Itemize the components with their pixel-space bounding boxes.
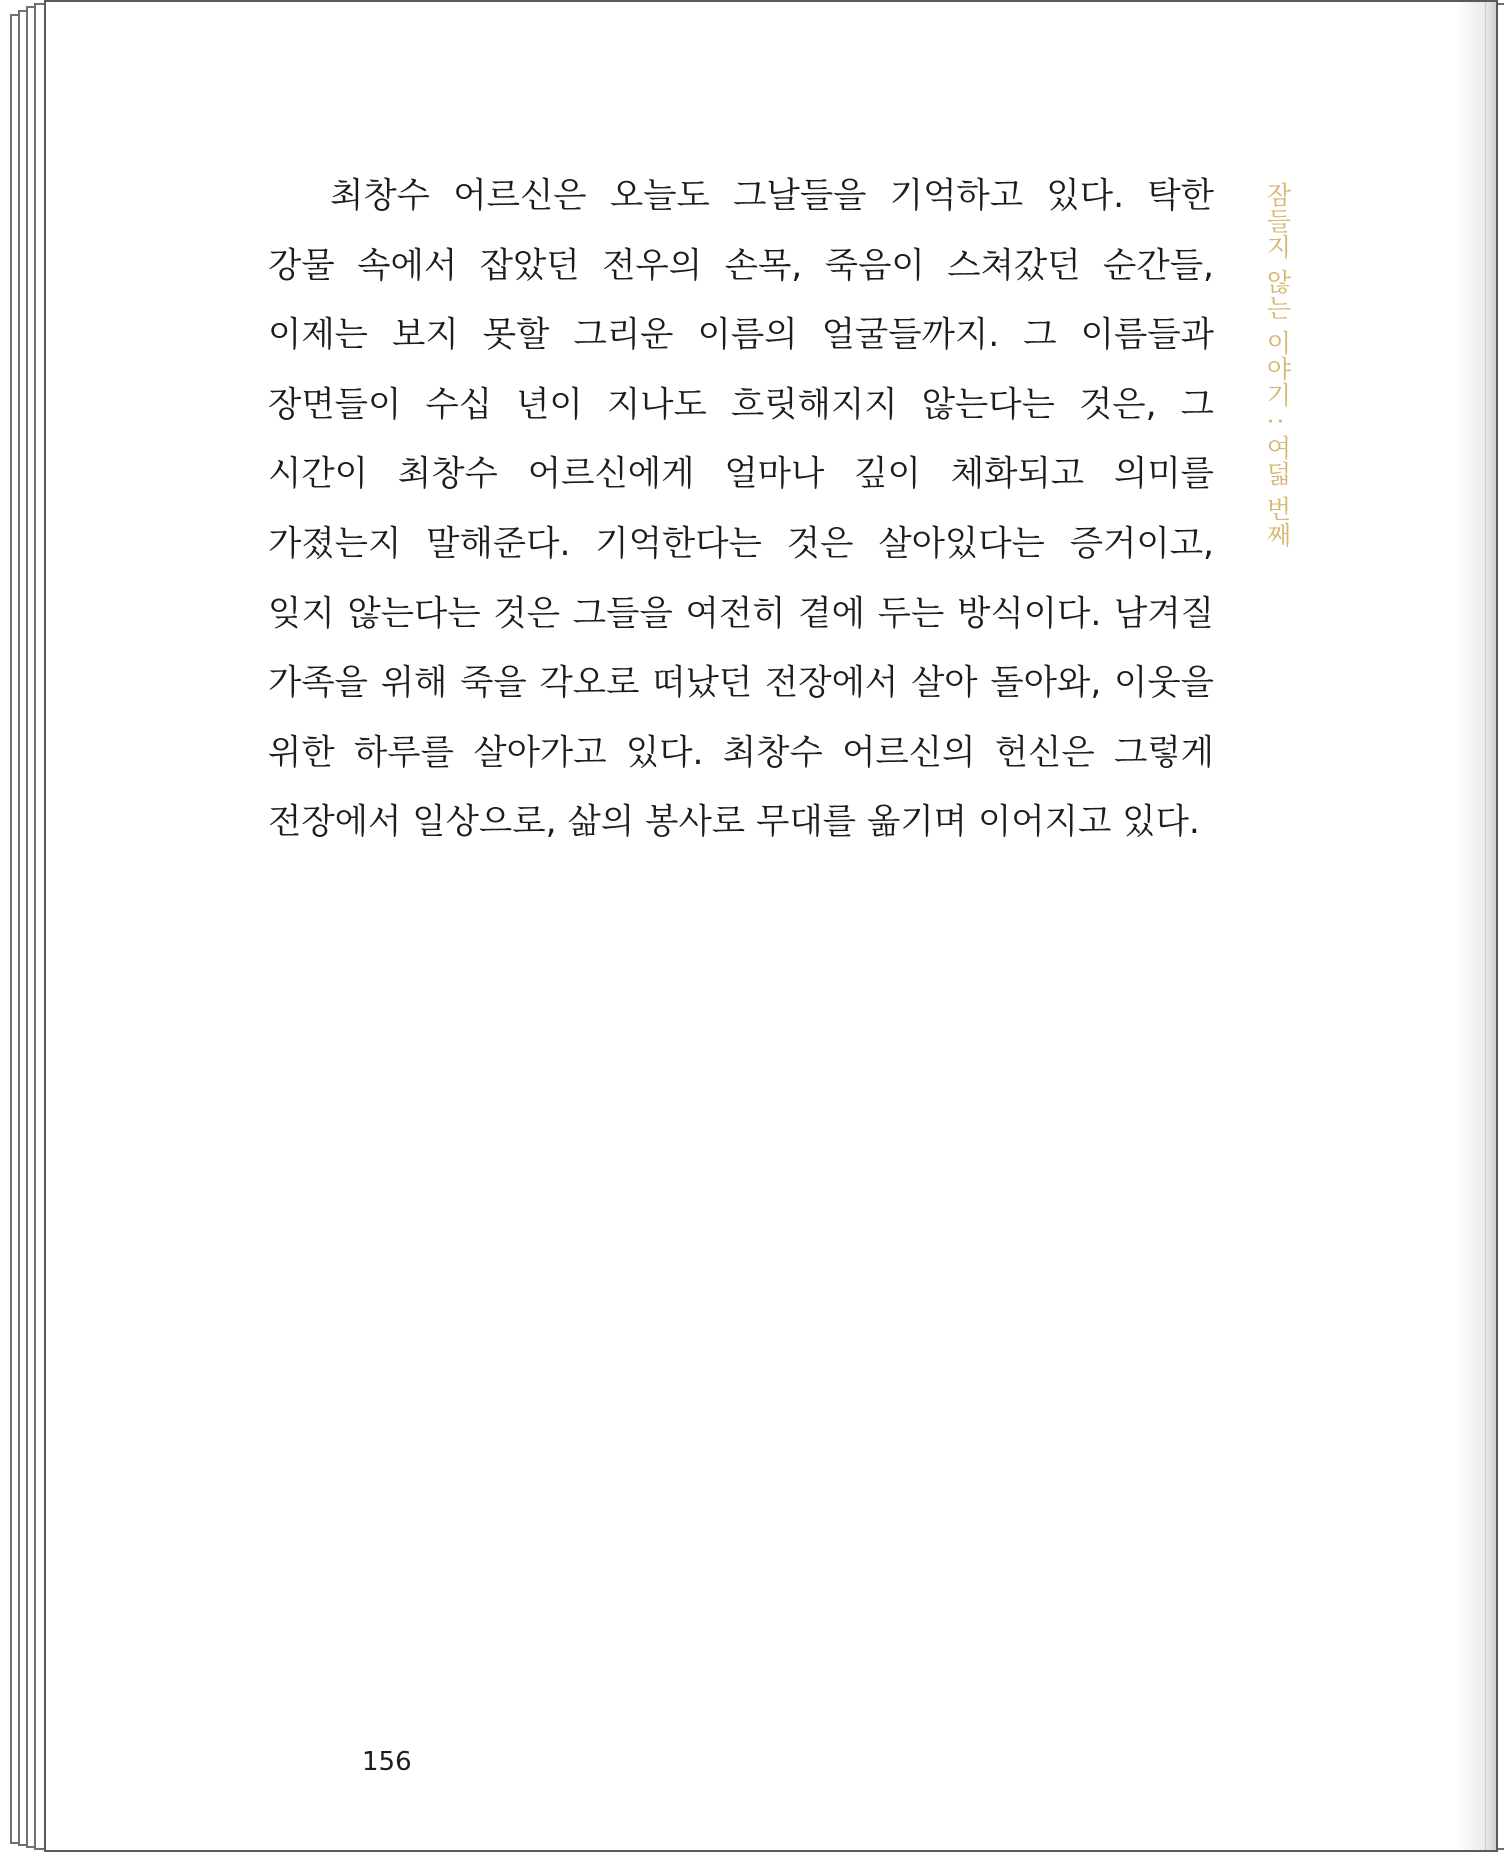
body-paragraph: 최창수 어르신은 오늘도 그날들을 기억하고 있다. 탁한 강물 속에서 잡았던 전우의 손목, 죽음이 스쳐갔던 순간들, 이제는 보지 못할 그리운 이름의 얼굴들까지. 그 이름들과 장면들이 수십 년이 지나도 흐릿해지지 않는다는 것은, 그 시간이 최창수 어르신에게 얼마나 깊이 체화되고 의미를 가졌는지 말해준다. 기억한다는 것은 살아있다는 증거이고, 잊지 않는다는 것은 그들을 여전히 곁에 두는 방식이다. 남겨질 가족을 위해 죽을 각오로 떠났던 전장에서 살아 돌아와, 이웃을 위한 하루를 살아가고 있다. 최창수 어르신의 헌신은 그렇게 전장에서 일상으로, 삶의 봉사로 무대를 옮기며 이어지고 있다.	[268, 176, 1214, 843]
page-edge-shadow	[1456, 2, 1496, 1850]
running-head: 잠들지 않는 이야기 : 여덟 번째	[1263, 182, 1292, 549]
book-page	[44, 0, 1498, 1852]
page-number: 156	[362, 1747, 412, 1777]
